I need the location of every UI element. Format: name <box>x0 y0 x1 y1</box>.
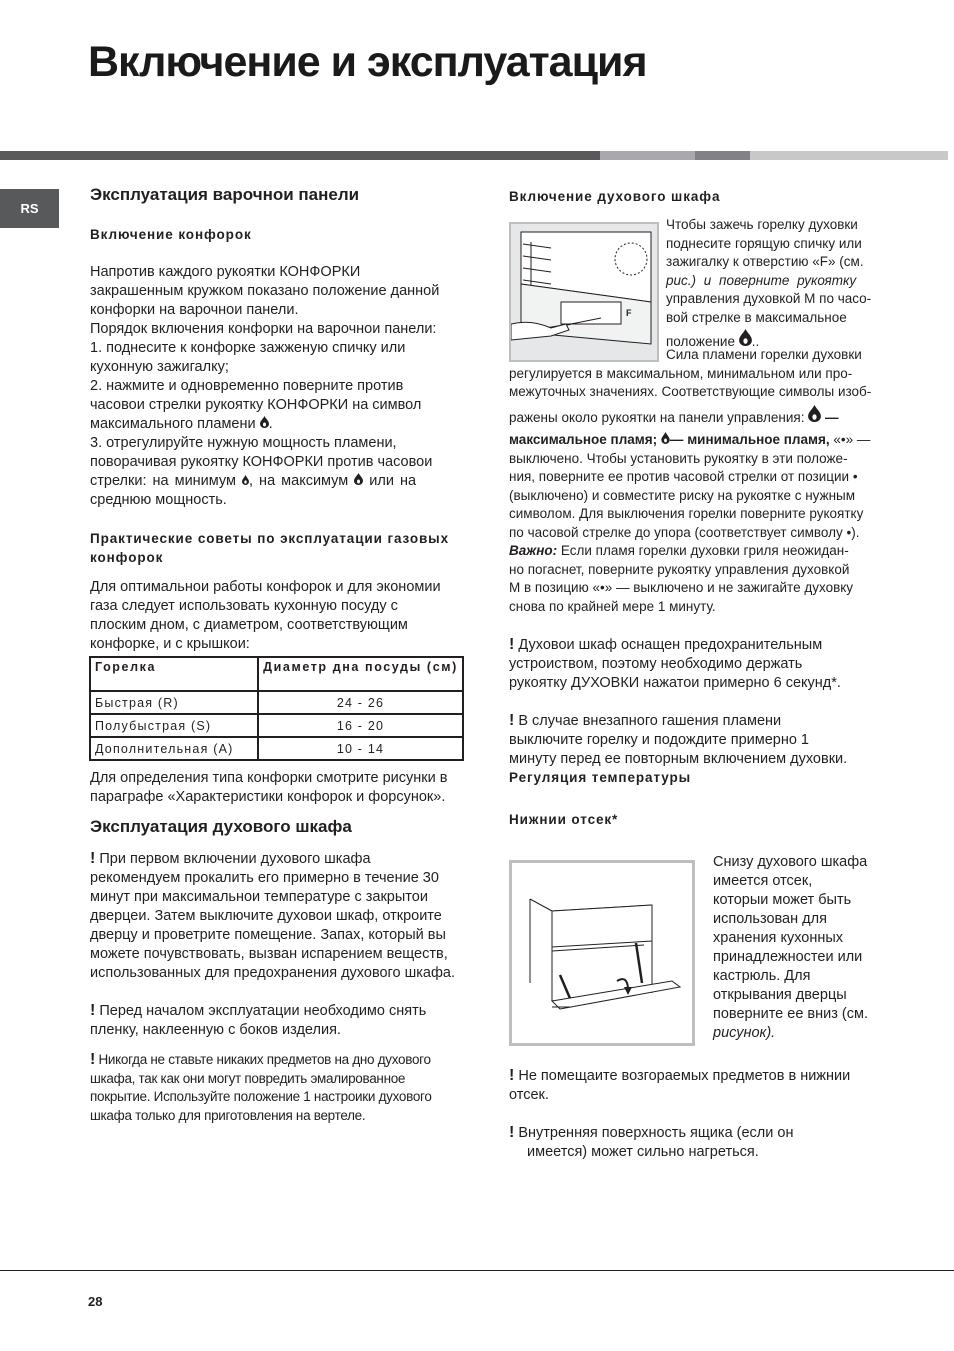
oven-diagram <box>511 224 657 360</box>
min-flame-icon <box>242 475 249 485</box>
text-line: ! Перед началом эксплуатации необходимо снять <box>90 1002 427 1019</box>
text-line: использованных для предохранения духового шкафа. <box>90 965 456 981</box>
max-flame-icon <box>260 416 269 428</box>
text-line: ! Не помещаите возгораемых предметов в нижнии <box>509 1067 851 1084</box>
text-line: ражены около рукоятки на панели управления: — <box>509 405 885 428</box>
text-line: дверцу и проветрите помещение. Запах, который вы <box>90 927 446 943</box>
text-line: закрашенным кружком показано положение данной <box>90 283 440 299</box>
table-cell: 24 - 26 <box>258 691 463 714</box>
text-line: отсек. <box>509 1087 549 1103</box>
oven-ignition-illustration <box>509 222 659 362</box>
text-line: по часовой стрелке до упора (соответствует символу •). <box>509 524 860 540</box>
text-line: рукоятку ДУХОВКИ нажатои примерно 6 секунд*. <box>509 675 841 691</box>
text-line: 3. отрегулируйте нужную мощность пламени, <box>90 435 397 451</box>
compartment-diagram <box>512 863 692 1043</box>
text-line: ! Никогда не ставьте никаких предметов на дно духового <box>90 1051 431 1068</box>
text-line: Порядок включения конфорки на варочнои панели: <box>90 321 437 337</box>
max-flame-icon <box>354 473 363 485</box>
text-line: M в позицию «•» — выключено и не зажигайте духовку <box>509 580 854 595</box>
text-line: устроиством, поэтому необходимо держать <box>509 656 803 672</box>
text-line: поднесите горящую спичку или <box>666 235 862 251</box>
footer-rule <box>0 1270 954 1271</box>
text-line: но погаснет, поверните рукоятку управления духовкой <box>509 561 850 577</box>
table-cell: 16 - 20 <box>258 714 463 737</box>
text-line: имеется) может сильно нагреться. <box>527 1144 759 1160</box>
text-line: ! Духовои шкаф оснащен предохранительным <box>509 636 823 653</box>
compartment-warning-1 <box>509 1066 889 1105</box>
warning-icon: ! <box>509 1124 515 1141</box>
text-line: открывания дверцы <box>713 987 847 1003</box>
flame-paragraph <box>509 346 885 616</box>
text-line: рис.) и поверните рукоятку <box>666 272 857 288</box>
text-line: выключите горелку и подождите примерно 1 <box>509 732 809 748</box>
max-flame-icon <box>739 329 752 346</box>
page-number: 28 <box>88 1294 103 1309</box>
text-line: кастрюль. Для <box>713 968 811 984</box>
text-line: 1. поднесите к конфорке зажженую спичку или <box>90 340 406 356</box>
text-line: рекомендуем прокалить его примерно в течение 30 <box>90 870 439 886</box>
lower-compartment-illustration <box>509 860 695 1046</box>
warning-icon: ! <box>509 1067 515 1084</box>
text-line: дверцеи. Затем выключите духовои шкаф, откроите <box>90 908 442 924</box>
text-line: (выключено) и совместите риску на рукоятке с нужным <box>509 487 856 503</box>
text-line: ния, поверните ее против часовой стрелки от позиции • <box>509 469 858 484</box>
table-header: Горелка <box>90 657 258 691</box>
text-line: 2. нажмите и одновременно поверните против <box>90 378 404 394</box>
heading-lower-compartment: Нижнии отсек* <box>509 812 619 827</box>
warning-icon: ! <box>509 636 515 653</box>
text-line: символом. Для выключения горелки поверните рукоятку <box>509 506 864 521</box>
warning-icon: ! <box>90 1051 96 1068</box>
text-line: хранения кухонных <box>713 930 844 946</box>
oven-on-paragraph <box>666 216 884 352</box>
text-line: Снизу духового шкафа <box>713 854 868 870</box>
text-line: Важно: Если пламя горелки духовки гриля неожидан- <box>509 543 849 558</box>
text-line: зажигалку к отверстию «F» (см. <box>666 254 864 269</box>
heading-oven-on: Включение духового шкафа <box>509 189 721 204</box>
text-line: Чтобы зажечь горелку духовки <box>666 217 858 232</box>
text-line: максимального пламени . <box>90 416 273 432</box>
text-line: вой стрелке в максимальное <box>666 309 847 325</box>
page-title: Включение и эксплуатация <box>88 38 647 86</box>
text-line: принадлежностеи или <box>713 949 863 965</box>
text-line: имеется отсек, <box>713 873 813 889</box>
table-cell: 10 - 14 <box>258 737 463 760</box>
text-line: ! В случае внезапного гашения пламени <box>509 712 782 729</box>
text-line: среднюю мощность. <box>90 492 227 508</box>
text-line: конфорке, и с крышкои: <box>90 636 250 652</box>
burner-table <box>89 656 464 761</box>
header-bar-light <box>600 151 695 160</box>
tips-paragraph <box>90 578 470 654</box>
table-cell: Полубыстрая (S) <box>90 714 258 737</box>
heading-oven-use: Эксплуатация духового шкафа <box>90 817 352 836</box>
text-line: поверните ее вниз (см. <box>713 1006 868 1022</box>
text-line: межуточных значениях. Соответствующие символы изоб- <box>509 384 872 399</box>
lower-compartment-paragraph <box>713 853 893 1043</box>
text-line: конфорки на варочнои панели. <box>90 302 299 318</box>
warning-icon: ! <box>509 712 515 729</box>
heading-hob: Эксплуатация варочнои панели <box>90 185 360 204</box>
header-bar-mid <box>695 151 750 160</box>
language-tab: RS <box>0 189 59 228</box>
text-line: покрытие. Используйте положение 1 настроики духового <box>90 1089 432 1104</box>
text-line: шкафа, так как они могут повредить эмалированное <box>90 1070 406 1086</box>
text-line: пленку, наклеенную с боков изделия. <box>90 1022 341 1038</box>
compartment-warning-2 <box>509 1123 889 1162</box>
text-line: параграфе «Характеристики конфорок и форсунок». <box>90 789 446 805</box>
text-line: Для оптимальнои работы конфорок и для экономии <box>90 579 441 595</box>
text-line: минуту перед ее повторным включением духовки. <box>509 751 848 767</box>
text-line: Для определения типа конфорки смотрите рисунки в <box>90 770 448 786</box>
label-f: F <box>626 308 632 318</box>
header-bar-dark <box>0 151 600 160</box>
text-line: максимальное пламя; — минимальное пламя, «•» — <box>509 432 871 447</box>
text-line: которыи может быть <box>713 892 852 908</box>
text-line: использован для <box>713 911 827 927</box>
table-cell: Дополнительная (A) <box>90 737 258 760</box>
after-table-paragraph <box>90 769 470 807</box>
header-bar-lighter <box>750 151 948 160</box>
table-cell: Быстрая (R) <box>90 691 258 714</box>
text-line: газа следует использовать кухонную посуду с <box>90 598 398 614</box>
text-line: регулируется в максимальном, минимальном или про- <box>509 365 853 381</box>
text-line: кухонную зажигалку; <box>90 359 229 375</box>
text-line: поворачивая рукоятку КОНФОРКИ против часовои <box>90 454 433 470</box>
text-line: стрелки: на минимум , на максимум или на <box>90 473 417 489</box>
text-line: рисунок). <box>713 1025 776 1041</box>
heading-ignite: Включение конфорок <box>90 227 252 242</box>
text-line: управления духовкой M по часо- <box>666 291 872 306</box>
text-line: выключено. Чтобы установить рукоятку в эти положе- <box>509 450 848 466</box>
text-line: Напротив каждого рукоятки КОНФОРКИ <box>90 264 361 280</box>
ignite-paragraph <box>90 263 470 510</box>
text-line: минут при максимальнои температуре с закрытои <box>90 889 428 905</box>
text-line: можете почувствовать, вызван испарением веществ, <box>90 946 448 962</box>
text-line: часовои стрелки рукоятку КОНФОРКИ на символ <box>90 397 422 413</box>
table-header-row <box>90 657 463 691</box>
warning-icon: ! <box>90 850 96 867</box>
text-line: Сила пламени горелки духовки <box>666 347 862 362</box>
oven-note-2 <box>90 1001 470 1040</box>
text-line: ! При первом включении духового шкафа <box>90 850 371 867</box>
table-header: Диаметр дна посуды (см) <box>258 657 463 691</box>
heading-tips: Практические советы по эксплуатации газовых конфорок <box>90 531 450 565</box>
text-line: ! Внутренняя поверхность ящика (если он <box>509 1124 794 1141</box>
oven-warning-1 <box>509 635 889 693</box>
text-line: шкафа только для приготовления на вертеле. <box>90 1107 366 1123</box>
warning-icon: ! <box>90 1002 96 1019</box>
table-row <box>90 714 463 737</box>
oven-warning-2 <box>509 711 889 769</box>
heading-temperature: Регуляция температуры <box>509 770 692 785</box>
oven-note-3 <box>90 1051 470 1125</box>
text-line: положение .. <box>666 329 884 352</box>
text-line: снова по крайней мере 1 минуту. <box>509 598 716 614</box>
min-flame-icon <box>661 432 670 444</box>
table-row <box>90 691 463 714</box>
text-line: плоским дном, с диаметром, соответствующим <box>90 617 408 633</box>
table-row <box>90 737 463 760</box>
max-flame-icon <box>808 405 821 422</box>
oven-note-1 <box>90 849 470 983</box>
